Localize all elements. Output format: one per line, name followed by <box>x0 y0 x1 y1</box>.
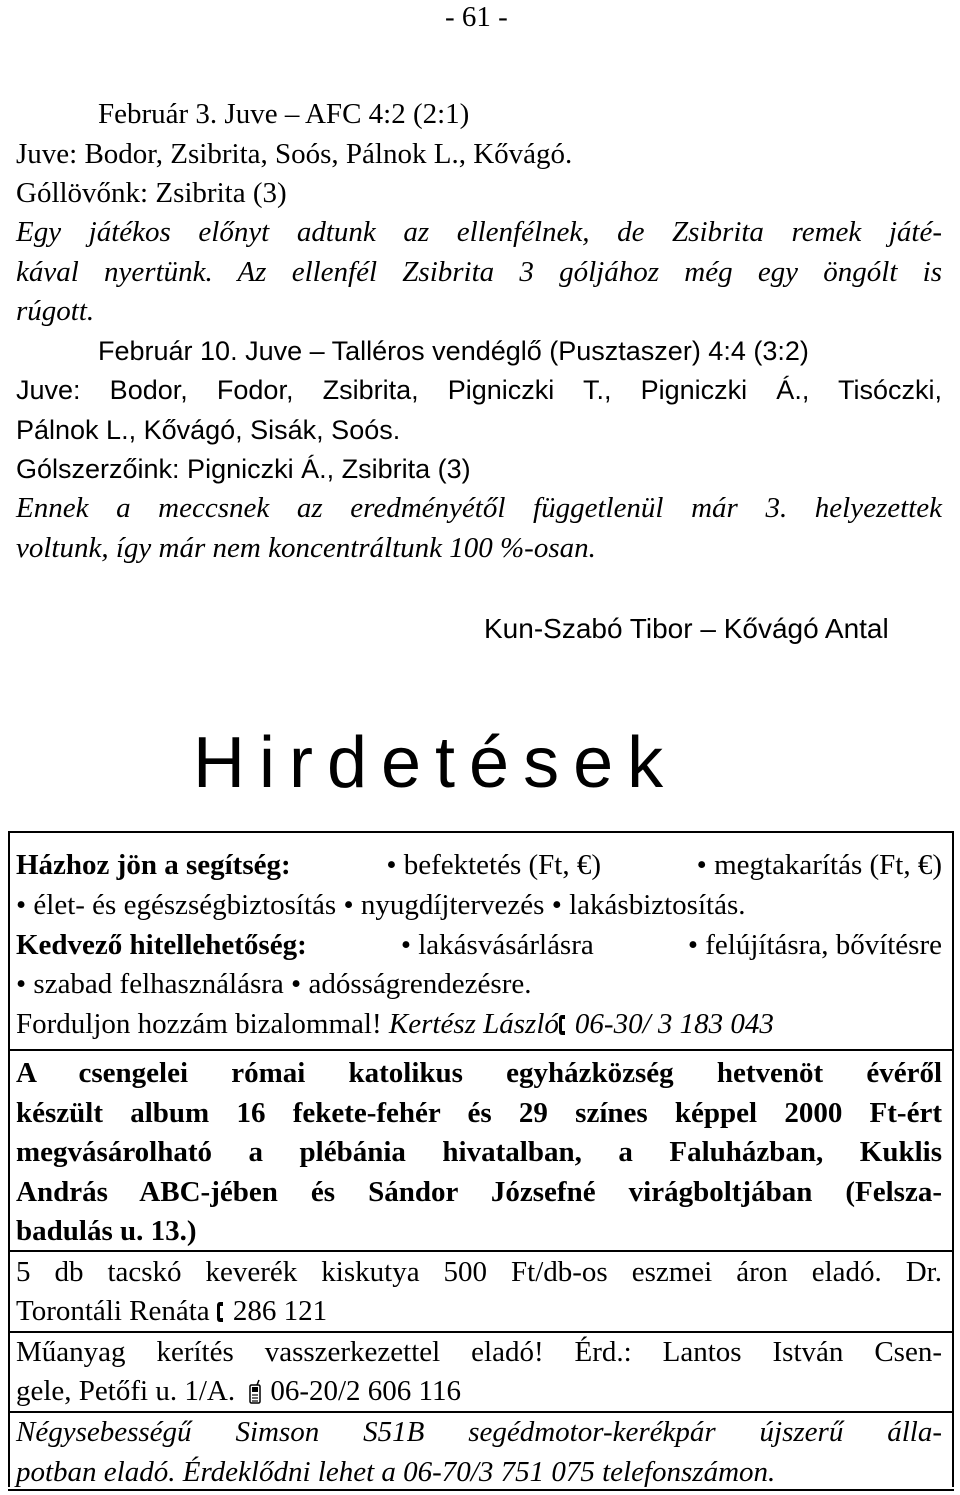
ad3-line1: 5 db tacskó keverék kiskutya 500 Ft/db-os eszmei áron eladó. Dr. <box>16 1256 942 1288</box>
ad2-line: badulás u. 13.) <box>16 1215 197 1247</box>
bullet-icon: • <box>343 889 354 921</box>
ad1-lead2: Kedvező hitellehetőség: <box>16 929 307 961</box>
ad1-line4 <box>16 964 531 1004</box>
ad4-line1: Műanyag kerítés vasszerkezettel eladó! Érd.: Lantos István Csen- <box>16 1336 942 1368</box>
match1-scorers: Góllövőnk: Zsibrita (3) <box>16 177 287 209</box>
ad2-line: A csengelei római katolikus egyházközség hetvenöt évéről <box>16 1057 942 1089</box>
match1-players: Juve: Bodor, Zsibrita, Soós, Pálnok L., Kővágó. <box>16 138 573 170</box>
ad1-item: lakásvásárlásra <box>418 929 594 961</box>
ad1-contact <box>16 1004 774 1044</box>
ad1-contact-phone: 06-30/ 3 183 043 <box>574 1008 774 1040</box>
ad1-item: adósságrendezésre. <box>308 968 532 1000</box>
bullet-icon: • <box>16 968 27 1000</box>
bullet-icon: • <box>291 968 302 1000</box>
ad3-name: Torontáli Renáta <box>16 1295 210 1327</box>
authors-signature: Kun-Szabó Tibor – Kővágó Antal <box>484 613 889 644</box>
phone-icon <box>217 1301 229 1323</box>
match2-players-line: Pálnok L., Kővágó, Sisák, Soós. <box>16 415 401 445</box>
match1-comment-line: Egy játékos előnyt adtunk az ellenfélnek, de Zsibrita remek játé- <box>16 216 942 248</box>
mobile-phone-icon <box>246 1379 264 1405</box>
ad1-lead: Házhoz jön a segítség: <box>16 849 291 881</box>
ads-box-bottom <box>8 1489 954 1491</box>
bullet-icon: • <box>687 929 698 961</box>
match2-comment-line: Ennek a meccsnek az eredményétől függetlenül már 3. helyezettek <box>16 492 942 524</box>
ad1-item: befektetés (Ft, €) <box>403 849 602 881</box>
ad4-phone: 06-20/2 606 116 <box>270 1375 461 1407</box>
ad5-line: potban eladó. Érdeklődni lehet a 06-70/3 751 075 telefonszámon. <box>16 1456 776 1488</box>
ad1-item: nyugdíjtervezés <box>360 889 545 921</box>
match2-title: Február 10. Juve – Talléros vendéglő (Pusztaszer) 4:4 (3:2) <box>98 336 809 366</box>
ad4-line2 <box>16 1371 461 1411</box>
match1-title: Február 3. Juve – AFC 4:2 (2:1) <box>98 98 470 130</box>
ad2-line: készült album 16 fekete-fehér és 29 színes képpel 2000 Ft-ért <box>16 1097 942 1129</box>
page-number: - 61 - <box>445 1 508 33</box>
ad1-line3 <box>16 925 942 965</box>
ad2-line: megvásárolható a plébánia hivatalban, a Faluházban, Kuklis <box>16 1136 942 1168</box>
ad1-contact-name: Kertész László <box>388 1008 559 1040</box>
match1-comment-line: rúgott. <box>16 295 95 327</box>
ad3-phone: 286 121 <box>232 1295 328 1327</box>
bullet-icon: • <box>386 849 397 881</box>
ad-separator <box>8 1049 954 1051</box>
ad1-item: élet- és egészségbiztosítás <box>33 889 337 921</box>
bullet-icon: • <box>696 849 707 881</box>
ad1-item: felújításra, bővítésre <box>705 929 942 961</box>
ad4-address: gele, Petőfi u. 1/A. <box>16 1375 236 1407</box>
phone-icon <box>559 1014 571 1036</box>
match2-scorers: Gólszerzőink: Pigniczki Á., Zsibrita (3) <box>16 454 471 484</box>
match2-players-line: Juve: Bodor, Fodor, Zsibrita, Pigniczki T., Pigniczki Á., Tisóczki, <box>16 375 942 405</box>
ad2-line: András ABC-jében és Sándor Józsefné virágboltjában (Felsza- <box>16 1176 942 1208</box>
match2-comment-line: voltunk, így már nem koncentráltunk 100 %-osan. <box>16 532 596 564</box>
ad5-line: Négysebességű Simson S51B segédmotor-kerékpár újszerű álla- <box>16 1416 942 1448</box>
ads-heading: Hirdetések <box>193 723 678 803</box>
ad3-line2 <box>16 1291 327 1331</box>
ads-box-top <box>8 831 954 833</box>
ad1-contact-text: Forduljon hozzám bizalommal! <box>16 1008 382 1040</box>
bullet-icon: • <box>551 889 562 921</box>
ad1-item: megtakarítás (Ft, €) <box>714 849 942 881</box>
bullet-icon: • <box>16 889 27 921</box>
ad1-item: lakásbiztosítás. <box>569 889 746 921</box>
ad1-line1 <box>16 845 942 885</box>
ad1-item: szabad felhasználásra <box>33 968 284 1000</box>
bullet-icon: • <box>400 929 411 961</box>
ad1-line2 <box>16 885 746 925</box>
match1-comment-line: kával nyertünk. Az ellenfél Zsibrita 3 góljához még egy öngólt is <box>16 256 942 288</box>
